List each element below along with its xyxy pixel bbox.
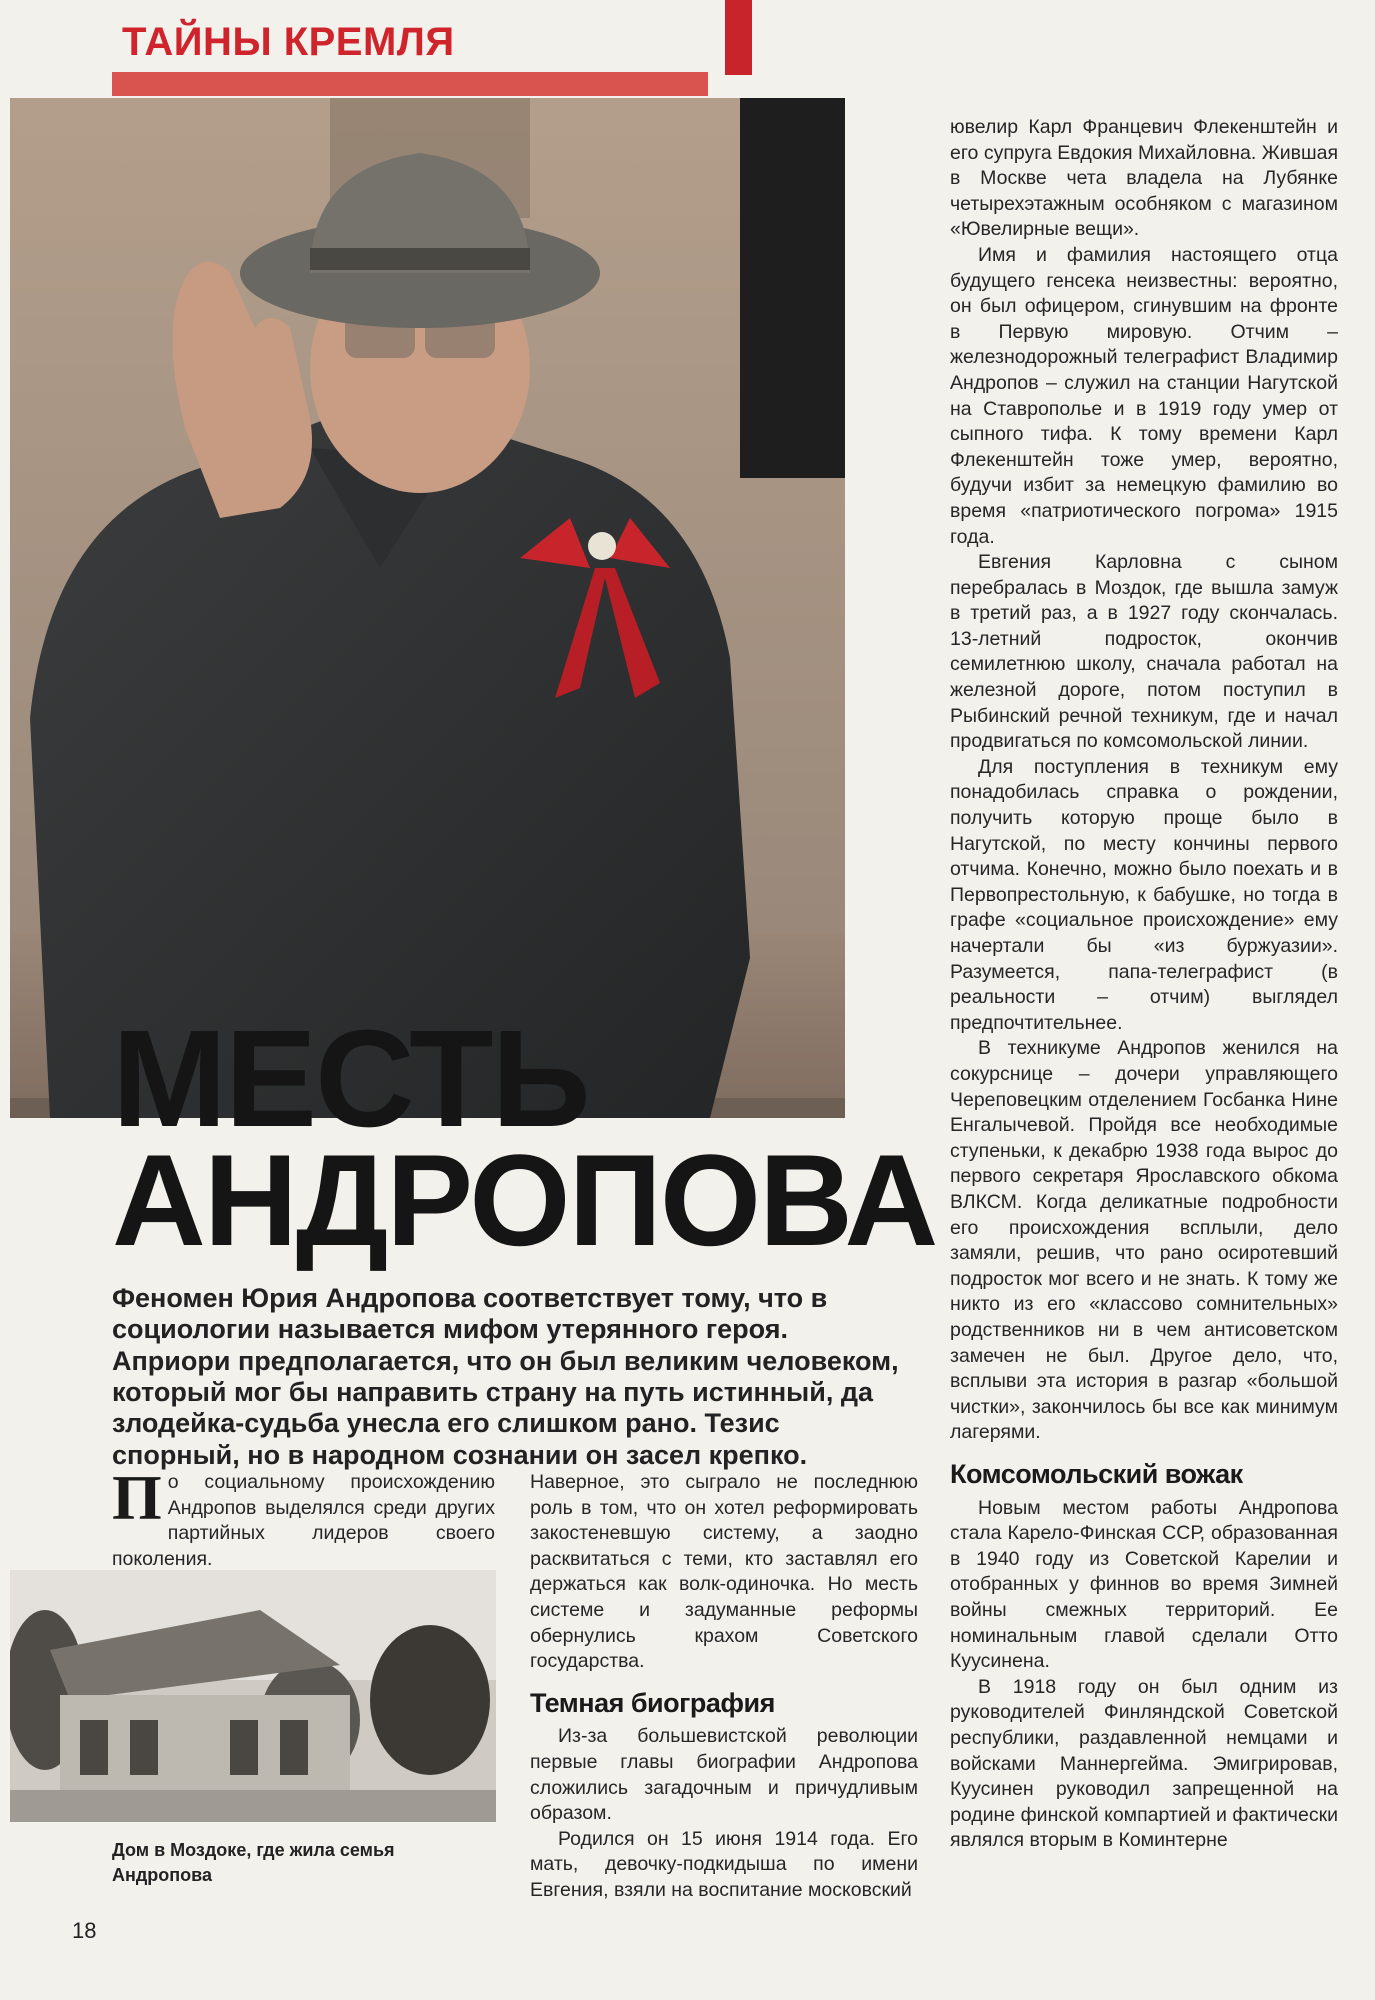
intro-paragraph <box>112 1462 495 1572</box>
rubric-underline <box>112 72 708 96</box>
photo-caption: Дом в Моздоке, где жила семья Андропова <box>112 1840 395 1885</box>
rubric-title: ТАЙНЫ КРЕМЛЯ <box>122 20 455 64</box>
hero-photo-portrait <box>10 98 845 1118</box>
middle-paragraph-1: Наверное, это сыграло не последнюю роль в том, что он хотел реформировать закостеневшую систему, а заодно расквитаться с теми, кто заставлял его держаться как волк-одиночка. Но месть системе и задуманные реформы обернулись крахом Советского государства. <box>530 1471 918 1673</box>
right-paragraph-5: В техникуме Андропов женился на сокурснице – дочери управляющего Череповецким отделением Госбанка Нине Енгалычевой. Пройдя все необходимые ступеньки, к декабрю 1938 года вырос до первого секретаря Ярославского обкома ВЛКСМ. Когда деликатные подробности его происхождения всплыли, дело замяли, решив, что рано осиротевший подросток мог всего и не знать. К тому же никто из его «классово сомнительных» родственников ни в чем антисоветском замечен не был. Другое дело, что, всплыви эта история в разгар «большой чистки», закончилось бы все как минимум лагерями. <box>950 1037 1338 1444</box>
right-paragraph-4: Для поступления в техникум ему понадобилась справка о рождении, получить которую проще было в Нагутской, по месту кончины первого отчима. Конечно, можно было поехать и в Первопрестольную, к бабушке, но тогда в графе «социальное происхождение» ему начертали бы «из буржуазии». Разумеется, папа-телеграфист (в реальности – отчим) выглядел предпочтительнее. <box>950 755 1338 1034</box>
headline-line-2: АНДРОПОВА <box>112 1127 937 1273</box>
right-paragraph-1: ювелир Карл Францевич Флекенштейн и его супруга Евдокия Михайловна. Жившая в Москве чета владела на Лубянке четырехэтажным особняком с магазином «Ювелирные вещи». <box>950 116 1338 241</box>
headline-line-1: МЕСТЬ <box>112 1002 589 1156</box>
middle-column <box>530 1470 918 1904</box>
right-paragraph-2: Имя и фамилия настоящего отца будущего генсека неизвестны: вероятно, он был офицером, сгинувшим на фронте в Первую мировую. Отчим – железнодорожный телеграфист Владимир Андропов – служил на станции Нагутской на Ставрополье и в 1919 году умер от сыпного тифа. К тому времени Карл Флекенштейн тоже умер, вероятно, будучи избит за немецкую фамилию во время «патриотического погрома» 1915 года. <box>950 243 1338 548</box>
dropcap: П <box>112 1462 162 1533</box>
page-number: 18 <box>72 1918 97 1943</box>
rubric-red-bar <box>725 0 752 75</box>
right-paragraph-7: В 1918 году он был одним из руководителей Финляндской Советской республики, раздавленной немцами и войсками Маннергейма. Эмигрировав, Куусинен руководил запрещенной на родине финской компартией и фактически являлся вторым в Коминтерне <box>950 1675 1338 1852</box>
house-photo <box>10 1570 496 1822</box>
right-column <box>950 115 1338 1854</box>
lead-paragraph: Феномен Юрия Андропова соответствует тому, что в социологии называется мифом утерянного героя. Априори предполагается, что он был великим человеком, который мог бы направить страну на путь истинный, да злодейка-судьба унесла его слишком рано. Тезис спорный, но в народном сознании он засел крепко. <box>112 1283 899 1470</box>
middle-paragraph-2: Из-за большевистской революции первые главы биографии Андропова сложились загадочным и причудливым образом. <box>530 1725 918 1825</box>
middle-paragraph-3: Родился он 15 июня 1914 года. Его мать, девочку-подкидыша по имени Евгения, взяли на воспитание московский <box>530 1827 918 1901</box>
intro-text: о социальному происхождению Андропов выделялся среди других партийных лидеров своего поколения. <box>112 1471 495 1570</box>
right-paragraph-6: Новым местом работы Андропова стала Карело-Финская ССР, образованная в 1940 году из Советской Карелии и отобранных у финнов во время Зимней войны смежных территорий. Ее номинальным главой сделали Отто Куусинена. <box>950 1496 1338 1673</box>
left-column <box>112 1462 495 1572</box>
section-heading-komsomol-leader: Комсомольский вожак <box>950 1458 1243 1489</box>
right-paragraph-3: Евгения Карловна с сыном перебралась в Моздок, где вышла замуж в третий раз, а в 1927 году скончалась. 13-летний подросток, окончив семилетнюю школу, сначала работал на железной дороге, потом поступил в Рыбинский речной техникум, где и начал продвигаться по комсомольской линии. <box>950 551 1338 753</box>
section-heading-dark-biography: Темная биография <box>530 1687 775 1718</box>
